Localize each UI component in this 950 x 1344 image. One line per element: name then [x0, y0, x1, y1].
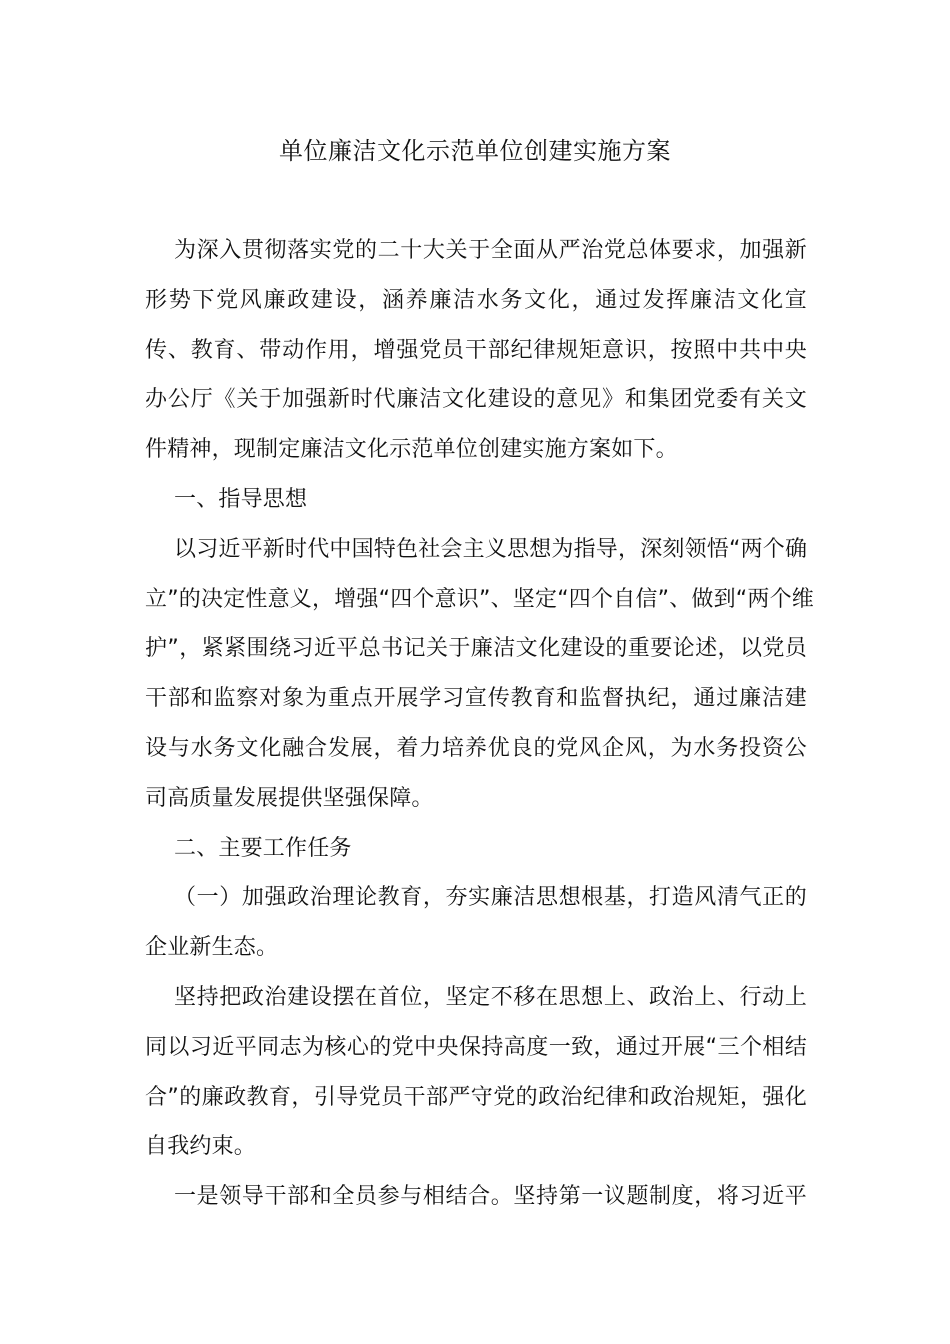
- document-body: [145, 226, 814, 1222]
- document-title: 单位廉洁文化示范单位创建实施方案: [279, 137, 671, 165]
- paragraph-line: 设与水务文化融合发展，着力培养优良的党风企风，为水务投资公: [145, 735, 807, 761]
- paragraph-line: 干部和监察对象为重点开展学习宣传教育和监督执纪，通过廉洁建: [145, 686, 807, 712]
- paragraph-line: 传、教育、带动作用，增强党员干部纪律规矩意识，按照中共中央: [145, 337, 807, 363]
- section-heading: 一、指导思想: [174, 486, 308, 512]
- paragraph-line: 自我约束。: [145, 1134, 257, 1160]
- paragraph-line: 合”的廉政教育，引导党员干部严守党的政治纪律和政治规矩，强化: [145, 1084, 807, 1110]
- paragraph-line: 坚持把政治建设摆在首位，坚定不移在思想上、政治上、行动上: [174, 984, 807, 1010]
- paragraph-line: 办公厅《关于加强新时代廉洁文化建设的意见》和集团党委有关文: [145, 387, 807, 413]
- paragraph-line: 一是领导干部和全员参与相结合。坚持第一议题制度，将习近平: [174, 1184, 807, 1210]
- paragraph-line: 以习近平新时代中国特色社会主义思想为指导，深刻领悟“两个确: [174, 536, 808, 562]
- paragraph-line: 司高质量发展提供坚强保障。: [145, 785, 434, 811]
- paragraph-line: 形势下党风廉政建设，涵养廉洁水务文化，通过发挥廉洁文化宣: [145, 287, 807, 313]
- paragraph-line: 同以习近平同志为核心的党中央保持高度一致，通过开展“三个相结: [145, 1034, 807, 1060]
- paragraph-line: 护”，紧紧围绕习近平总书记关于廉洁文化建设的重要论述，以党员: [145, 636, 807, 662]
- paragraph-line: 为深入贯彻落实党的二十大关于全面从严治党总体要求，加强新: [174, 238, 807, 263]
- subsection-heading: 企业新生态。: [145, 935, 279, 961]
- paragraph-line: 件精神，现制定廉洁文化示范单位创建实施方案如下。: [145, 437, 678, 463]
- section-heading: 二、主要工作任务: [174, 835, 352, 861]
- subsection-heading: （一）加强政治理论教育，夯实廉洁思想根基，打造风清气正的: [174, 885, 807, 911]
- paragraph-line: 立”的决定性意义，增强“四个意识”、坚定“四个自信”、做到“两个维: [145, 586, 814, 612]
